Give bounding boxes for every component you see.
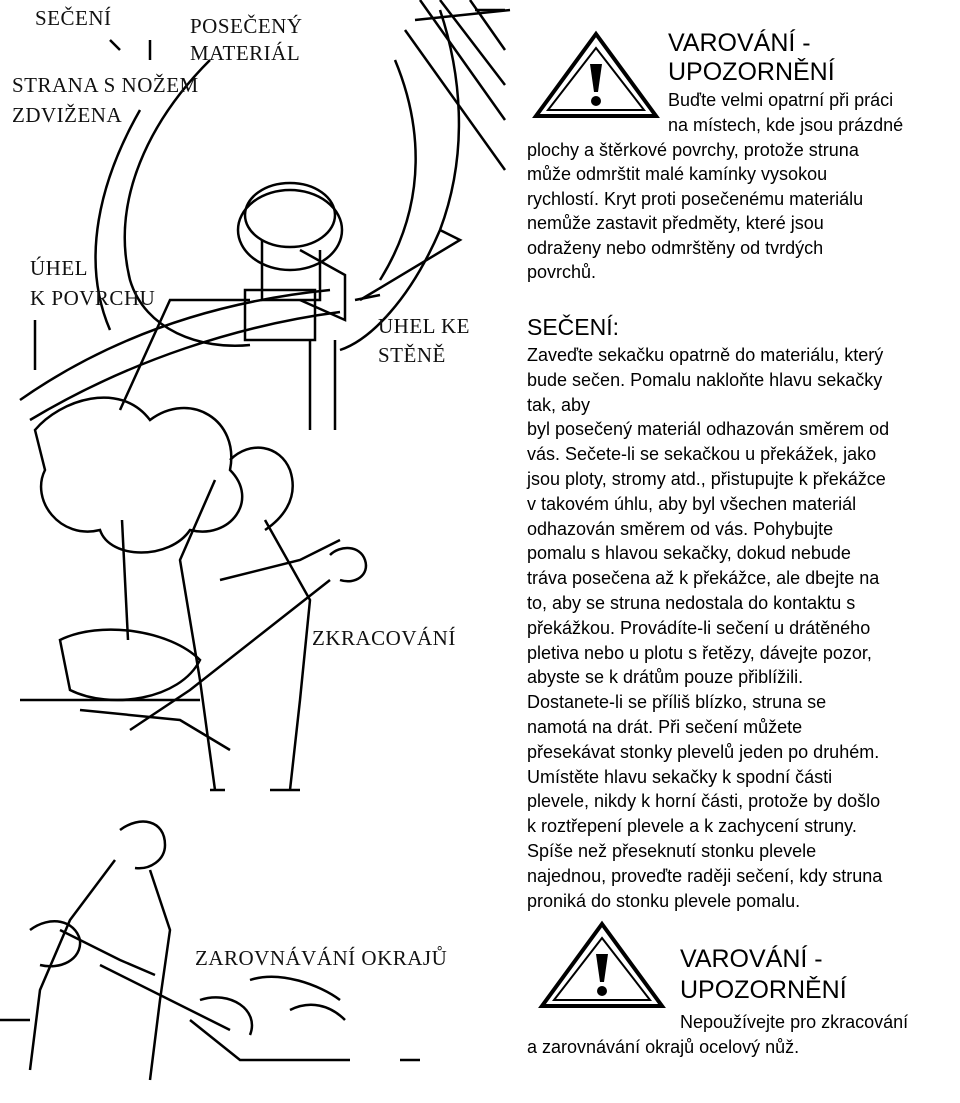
label-strana-1: STRANA S NOŽEM	[12, 73, 199, 97]
mowing-line: přesekávat stonky plevelů jeden po druhém.	[527, 741, 880, 762]
warning1-title-line2: UPOZORNĚNÍ	[668, 58, 835, 86]
mowing-line: najednou, proveďte raději sečení, kdy struna	[527, 865, 883, 886]
mowing-line: pletiva nebo u plotu s řetězy, dávejte pozor,	[527, 642, 872, 663]
label-poseceny-1: POSEČENÝ	[190, 14, 303, 38]
warning1-text-line: Buďte velmi opatrní při práci	[668, 90, 894, 110]
warning1-text-line: na místech, kde jsou prázdné	[668, 115, 904, 135]
mowing-line: abyste se k drátům pouze přiblížili.	[527, 667, 804, 688]
mowing-line: pomalu s hlavou sekačky, dokud nebude	[527, 543, 851, 564]
warning1-text-line: odraženy nebo odmrštěny od tvrdých	[527, 238, 824, 258]
mowing-line: bude sečen. Pomalu nakloňte hlavu sekačky	[527, 369, 883, 390]
label-zarovnavani: ZAROVNÁVÁNÍ OKRAJŮ	[195, 946, 448, 970]
warning-triangle-icon	[538, 920, 666, 1010]
mowing-line: v takovém úhlu, aby byl všechen materiál	[527, 493, 857, 514]
label-zkracovani: ZKRACOVÁNÍ	[312, 626, 456, 650]
mowing-line: proniká do stonku plevele pomalu.	[527, 890, 801, 911]
label-uhel-povrch-1: ÚHEL	[30, 256, 88, 280]
mowing-line: k roztřepení plevele a k zachycení struny.	[527, 816, 857, 837]
mowing-line: byl posečený materiál odhazován směrem od	[527, 419, 890, 440]
label-uhel-stena-1: ÚHEL KE	[378, 314, 470, 338]
mowing-body	[527, 343, 957, 913]
warning1-title-line1: VAROVÁNÍ -	[668, 29, 811, 57]
warning1-text-line: nemůže zastavit předměty, které jsou	[527, 213, 824, 233]
label-uhel-povrch-2: K POVRCHU	[30, 286, 156, 310]
warning2-title-line1: VAROVÁNÍ -	[680, 945, 823, 973]
mowing-line: Umístěte hlavu sekačky k spodní části	[527, 766, 833, 787]
warning-triangle-icon	[532, 30, 660, 120]
mowing-line: Spíše než přeseknutí stonku plevele	[527, 840, 817, 861]
warning1-text-line: rychlostí. Kryt proti posečenému materiálu	[527, 189, 864, 209]
mowing-line: Zaveďte sekačku opatrně do materiálu, který	[527, 345, 884, 365]
warning2-text-line: Nepoužívejte pro zkracování	[680, 1012, 909, 1032]
label-poseceny-2: MATERIÁL	[190, 41, 301, 65]
mowing-line: namotá na drát. Při sečení můžete	[527, 716, 803, 737]
trimming-worker-illustration	[20, 398, 366, 790]
mowing-line: překážkou. Provádíte-li sečení u drátěného	[527, 617, 871, 638]
mowing-line: Dostanete-li se příliš blízko, struna se	[527, 692, 827, 713]
label-strana-2: ZDVIŽENA	[12, 103, 123, 127]
warning1-text-line: může odmrštit malé kamínky vysokou	[527, 164, 828, 184]
mowing-heading: SEČENÍ:	[527, 314, 620, 340]
warning1-text-line: plochy a štěrkové povrchy, protože struna	[527, 140, 859, 160]
mowing-line: tak, aby	[527, 394, 591, 415]
mowing-line: plevele, nikdy k horní části, protože by došlo	[527, 791, 881, 812]
mowing-line: vás. Sečete-li se sekačkou u překážek, jako	[527, 444, 877, 465]
warning2-title-line2: UPOZORNĚNÍ	[680, 976, 847, 1004]
mowing-line: to, aby se struna nedostala do kontaktu s	[527, 592, 856, 613]
warning1-text-line: povrchů.	[527, 262, 597, 282]
warning2-text-line: a zarovnávání okrajů ocelový nůž.	[527, 1037, 800, 1057]
mowing-line: jsou ploty, stromy atd., přistupujte k překážce	[527, 468, 886, 489]
label-seceni: SEČENÍ	[35, 6, 112, 30]
mowing-line: tráva posečena až k překážce, ale dbejte na	[527, 568, 880, 589]
label-uhel-stena-2: STĚNĚ	[378, 343, 446, 367]
mowing-line: odhazován směrem od vás. Pohybujte	[527, 518, 834, 539]
